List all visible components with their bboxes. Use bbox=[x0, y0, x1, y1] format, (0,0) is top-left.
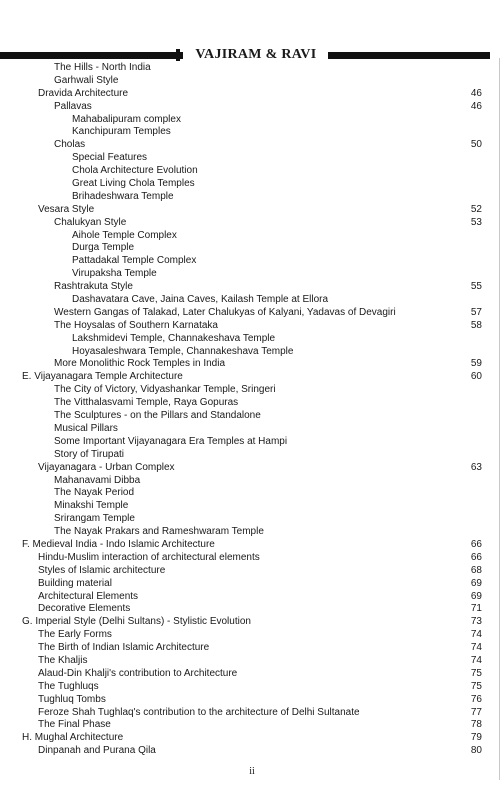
toc-entry-title: Kanchipuram Temples bbox=[72, 126, 171, 138]
toc-entry bbox=[0, 694, 504, 707]
toc-entry-title: Dashavatara Cave, Jaina Caves, Kailash Temple at Ellora bbox=[72, 294, 329, 306]
toc-entry-page: 68 bbox=[470, 564, 482, 576]
toc-entry-page: 74 bbox=[470, 629, 482, 641]
toc-entry-title: Cholas bbox=[54, 139, 86, 151]
toc-entry bbox=[0, 681, 504, 694]
toc-entry-page: 73 bbox=[470, 616, 482, 628]
toc-entry-page: 75 bbox=[470, 680, 482, 692]
toc-entry bbox=[0, 591, 504, 604]
toc-entry bbox=[0, 707, 504, 720]
toc-entry bbox=[0, 358, 504, 371]
toc-entry-page: 77 bbox=[470, 706, 482, 718]
toc-entry-title: Decorative Elements bbox=[38, 603, 131, 615]
toc-entry-title: The Hoysalas of Southern Karnataka bbox=[54, 319, 218, 331]
toc-entry-title: Chola Architecture Evolution bbox=[72, 165, 198, 177]
toc-entry bbox=[0, 230, 504, 243]
toc-entry bbox=[0, 526, 504, 539]
toc-entry bbox=[0, 191, 504, 204]
toc-entry-page: 76 bbox=[470, 693, 482, 705]
toc-entry bbox=[0, 242, 504, 255]
toc-entry-title: Architectural Elements bbox=[38, 590, 139, 602]
toc-entry-title: G. Imperial Style (Delhi Sultans) - Stylistic Evolution bbox=[22, 616, 251, 628]
toc-entry-title: The Sculptures - on the Pillars and Standalone bbox=[54, 410, 261, 422]
toc-entry bbox=[0, 152, 504, 165]
toc-entry bbox=[0, 75, 504, 88]
toc-entry bbox=[0, 294, 504, 307]
toc-entry bbox=[0, 333, 504, 346]
toc-entry bbox=[0, 552, 504, 565]
toc-entry-title: Vesara Style bbox=[38, 203, 95, 215]
toc-entry-title: Dravida Architecture bbox=[38, 87, 129, 99]
toc-entry-title: Durga Temple bbox=[72, 242, 135, 254]
toc-entry-title: Great Living Chola Temples bbox=[72, 178, 195, 190]
toc-entry-title: Pallavas bbox=[54, 100, 92, 112]
toc-entry-title: Tughluq Tombs bbox=[38, 693, 106, 705]
toc-entry bbox=[0, 449, 504, 462]
toc-entry-title: Hoyasaleshwara Temple, Channakeshava Temple bbox=[72, 345, 294, 357]
toc-entry bbox=[0, 126, 504, 139]
toc-entry-title: Special Features bbox=[72, 152, 148, 164]
toc-entry bbox=[0, 217, 504, 230]
table-of-contents bbox=[0, 62, 504, 758]
toc-entry bbox=[0, 165, 504, 178]
toc-entry bbox=[0, 539, 504, 552]
toc-entry bbox=[0, 462, 504, 475]
toc-entry bbox=[0, 255, 504, 268]
toc-entry bbox=[0, 88, 504, 101]
toc-entry bbox=[0, 565, 504, 578]
toc-entry-title: Rashtrakuta Style bbox=[54, 281, 133, 293]
toc-entry-title: Feroze Shah Tughlaq's contribution to the architecture of Delhi Sultanate bbox=[38, 706, 360, 718]
toc-entry bbox=[0, 616, 504, 629]
toc-entry-title: Pattadakal Temple Complex bbox=[72, 255, 197, 267]
toc-entry-title: Western Gangas of Talakad, Later Chalukyas of Kalyani, Yadavas of Devagiri bbox=[54, 306, 396, 318]
toc-entry-title: E. Vijayanagara Temple Architecture bbox=[22, 371, 183, 383]
toc-entry-page: 69 bbox=[470, 590, 482, 602]
toc-entry-page: 58 bbox=[470, 319, 482, 331]
toc-entry-title: Some Important Vijayanagara Era Temples at Hampi bbox=[54, 435, 288, 447]
toc-entry-title: The Hills - North India bbox=[54, 62, 151, 73]
toc-entry bbox=[0, 320, 504, 333]
toc-entry-page: 66 bbox=[470, 538, 482, 550]
toc-entry bbox=[0, 436, 504, 449]
toc-entry-title: H. Mughal Architecture bbox=[22, 732, 124, 744]
toc-entry-title: Building material bbox=[38, 577, 112, 589]
toc-entry bbox=[0, 114, 504, 127]
toc-entry-title: Mahanavami Dibba bbox=[54, 474, 141, 486]
toc-entry bbox=[0, 371, 504, 384]
toc-entry-page: 50 bbox=[470, 139, 482, 151]
toc-entry-title: F. Medieval India - Indo Islamic Architecture bbox=[22, 538, 215, 550]
toc-entry-title: Garhwali Style bbox=[54, 74, 119, 86]
toc-entry-title: Lakshmidevi Temple, Channakeshava Temple bbox=[72, 332, 276, 344]
toc-entry bbox=[0, 410, 504, 423]
toc-entry-page: 57 bbox=[470, 306, 482, 318]
toc-entry bbox=[0, 423, 504, 436]
toc-entry-title: Mahabalipuram complex bbox=[72, 113, 181, 125]
toc-entry-title: The Tughluqs bbox=[38, 680, 99, 692]
toc-entry-title: Alaud-Din Khalji's contribution to Architecture bbox=[38, 667, 238, 679]
toc-entry bbox=[0, 384, 504, 397]
toc-entry-title: Minakshi Temple bbox=[54, 500, 129, 512]
toc-entry bbox=[0, 578, 504, 591]
toc-entry-title: Vijayanagara - Urban Complex bbox=[38, 461, 175, 473]
toc-entry-page: 80 bbox=[470, 745, 482, 757]
toc-entry-title: Virupaksha Temple bbox=[72, 268, 157, 280]
toc-entry-page: 78 bbox=[470, 719, 482, 731]
toc-entry-title: Dinpanah and Purana Qila bbox=[38, 745, 156, 757]
toc-entry bbox=[0, 101, 504, 114]
toc-entry-page: 55 bbox=[470, 281, 482, 293]
toc-entry-page: 69 bbox=[470, 577, 482, 589]
toc-entry-page: 75 bbox=[470, 667, 482, 679]
toc-entry-title: The City of Victory, Vidyashankar Temple, Sringeri bbox=[54, 384, 276, 396]
toc-entry bbox=[0, 655, 504, 668]
toc-entry-title: The Early Forms bbox=[38, 629, 112, 641]
toc-entry-page: 66 bbox=[470, 551, 482, 563]
toc-entry bbox=[0, 629, 504, 642]
toc-entry bbox=[0, 62, 504, 75]
toc-entry-title: The Nayak Period bbox=[54, 487, 135, 499]
toc-entry-page: 60 bbox=[470, 371, 482, 383]
toc-entry-page: 71 bbox=[470, 603, 482, 615]
toc-entry-title: The Birth of Indian Islamic Architecture bbox=[38, 642, 210, 654]
toc-entry-title: Story of Tirupati bbox=[54, 448, 125, 460]
toc-entry-title: Musical Pillars bbox=[54, 422, 118, 434]
toc-entry-title: Hindu-Muslim interaction of architectural elements bbox=[38, 551, 260, 563]
toc-entry bbox=[0, 513, 504, 526]
header-rule-left bbox=[0, 52, 183, 59]
toc-entry bbox=[0, 178, 504, 191]
toc-entry-page: 79 bbox=[470, 732, 482, 744]
toc-entry bbox=[0, 603, 504, 616]
toc-entry bbox=[0, 487, 504, 500]
toc-entry bbox=[0, 500, 504, 513]
header-rule-mark bbox=[176, 49, 180, 61]
toc-entry bbox=[0, 732, 504, 745]
toc-entry-page: 74 bbox=[470, 654, 482, 666]
toc-entry bbox=[0, 204, 504, 217]
toc-entry bbox=[0, 642, 504, 655]
toc-entry-title: More Monolithic Rock Temples in India bbox=[54, 358, 226, 370]
page-header bbox=[0, 47, 490, 63]
toc-entry bbox=[0, 139, 504, 152]
toc-entry bbox=[0, 397, 504, 410]
header-title: VAJIRAM & RAVI bbox=[195, 47, 317, 62]
toc-entry-page: 59 bbox=[470, 358, 482, 370]
toc-entry bbox=[0, 719, 504, 732]
toc-entry-page: 46 bbox=[470, 100, 482, 112]
header-rule-right bbox=[328, 52, 490, 59]
toc-entry bbox=[0, 281, 504, 294]
toc-entry-page: 52 bbox=[470, 203, 482, 215]
toc-entry-page: 46 bbox=[470, 87, 482, 99]
toc-entry bbox=[0, 307, 504, 320]
toc-entry-title: Srirangam Temple bbox=[54, 513, 135, 525]
toc-entry bbox=[0, 475, 504, 488]
toc-entry-page: 74 bbox=[470, 642, 482, 654]
toc-entry-title: Aihole Temple Complex bbox=[72, 229, 177, 241]
toc-entry bbox=[0, 346, 504, 359]
page-number: ii bbox=[249, 766, 255, 777]
toc-entry bbox=[0, 668, 504, 681]
toc-entry-title: The Nayak Prakars and Rameshwaram Temple bbox=[54, 526, 264, 538]
toc-entry-title: Brihadeshwara Temple bbox=[72, 190, 174, 202]
toc-entry-page: 63 bbox=[470, 461, 482, 473]
toc-entry-title: Styles of Islamic architecture bbox=[38, 564, 166, 576]
toc-entry-title: The Khaljis bbox=[38, 654, 88, 666]
toc-entry bbox=[0, 268, 504, 281]
toc-entry-title: The Vitthalasvami Temple, Raya Gopuras bbox=[54, 397, 239, 409]
toc-entry-title: The Final Phase bbox=[38, 719, 111, 731]
toc-entry-page: 53 bbox=[470, 216, 482, 228]
toc-entry bbox=[0, 745, 504, 758]
toc-entry-title: Chalukyan Style bbox=[54, 216, 127, 228]
